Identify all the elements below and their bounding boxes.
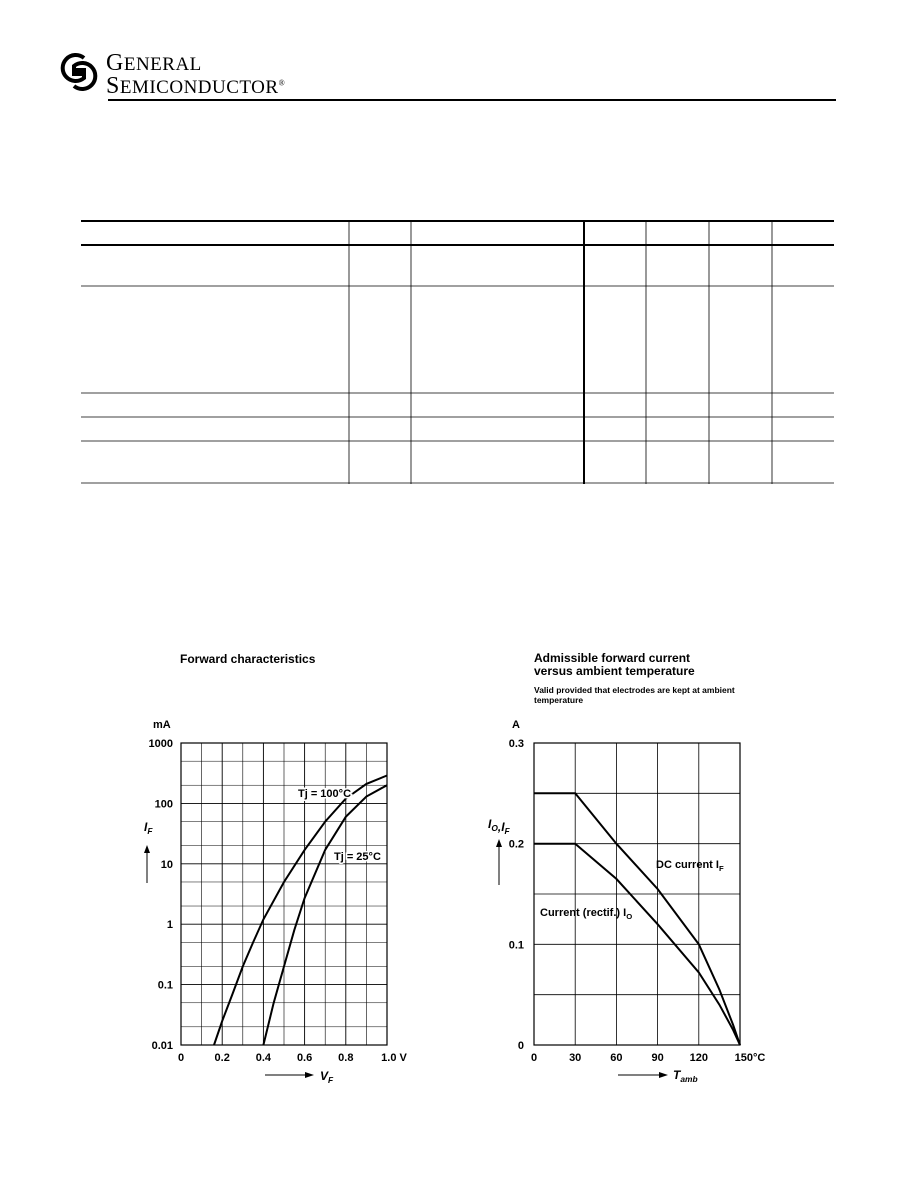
series-label-tj-100: Tj = 100°C — [298, 788, 352, 800]
x-tick-label: 0.6 — [296, 1052, 313, 1064]
y-tick-label: 0.1 — [508, 939, 524, 952]
chart-2-title-line-2: versus ambient temperature — [534, 664, 695, 678]
x-axis-arrow-head — [659, 1072, 668, 1078]
y-tick-label: 1000 — [148, 738, 173, 750]
y-unit-label: mA — [153, 719, 171, 731]
x-tick-label: 0 — [177, 1052, 185, 1064]
brand-line-2: SEMICONDUCTOR® — [106, 73, 286, 99]
company-logo-mark — [54, 48, 104, 96]
y-axis-title: $I_O,I_F$ — [488, 817, 510, 836]
chart-2-title-line-1: Admissible forward current — [534, 651, 691, 665]
x-tick-label: 150°C — [734, 1052, 766, 1064]
forward-current-svg — [470, 715, 800, 1105]
y-tick-label: 0.1 — [157, 979, 173, 992]
series-label-rectified-current: Current (rectif.) $I_O$ — [540, 907, 633, 921]
x-tick-label: 120 — [689, 1052, 708, 1064]
company-logo — [54, 44, 314, 100]
chart-2-note: Valid provided that electrodes are kept at ambient temperature — [534, 685, 735, 705]
y-axis-arrow-head — [496, 839, 502, 847]
series-label-dc-current: DC current $I_F$ — [656, 859, 724, 873]
chart-2-title — [534, 652, 695, 678]
y-unit-label: A — [512, 719, 520, 731]
y-tick-label: 0.2 — [508, 838, 524, 851]
series-dc-current-curve — [534, 793, 740, 1045]
y-tick-label: 10 — [160, 858, 173, 871]
x-tick-label: 90 — [651, 1052, 664, 1064]
series-label-tj-25: Tj = 25°C — [334, 851, 381, 863]
x-axis-title: $T_{amb}$ — [673, 1068, 698, 1084]
y-tick-label: 0.3 — [508, 738, 524, 750]
spec-table — [81, 220, 834, 484]
x-tick-label: 0 — [530, 1052, 538, 1064]
x-axis-arrow-head — [305, 1072, 314, 1078]
x-tick-label: 30 — [569, 1052, 582, 1064]
x-axis-title: $V_F$ — [320, 1069, 334, 1085]
x-tick-label: 0.8 — [338, 1052, 354, 1064]
x-tick-label: 0.4 — [255, 1052, 272, 1064]
y-tick-label: 100 — [154, 798, 173, 811]
forward-characteristics-chart — [130, 715, 430, 1105]
chart-1-title: Forward characteristics — [180, 652, 316, 666]
header-rule — [108, 99, 836, 101]
y-tick-label: 1 — [166, 919, 173, 932]
forward-characteristics-svg — [130, 715, 430, 1105]
y-tick-label: 0 — [517, 1040, 524, 1052]
y-tick-label: 0.01 — [151, 1040, 173, 1052]
x-tick-label: 1.0 V — [381, 1052, 407, 1064]
x-tick-label: 0.2 — [214, 1052, 230, 1064]
y-axis-title: $I_F$ — [144, 820, 153, 836]
y-axis-arrow-head — [144, 845, 150, 853]
forward-current-vs-temperature-chart — [470, 715, 800, 1105]
x-tick-label: 60 — [610, 1052, 623, 1064]
brand-line-1: GENERAL — [106, 50, 202, 76]
